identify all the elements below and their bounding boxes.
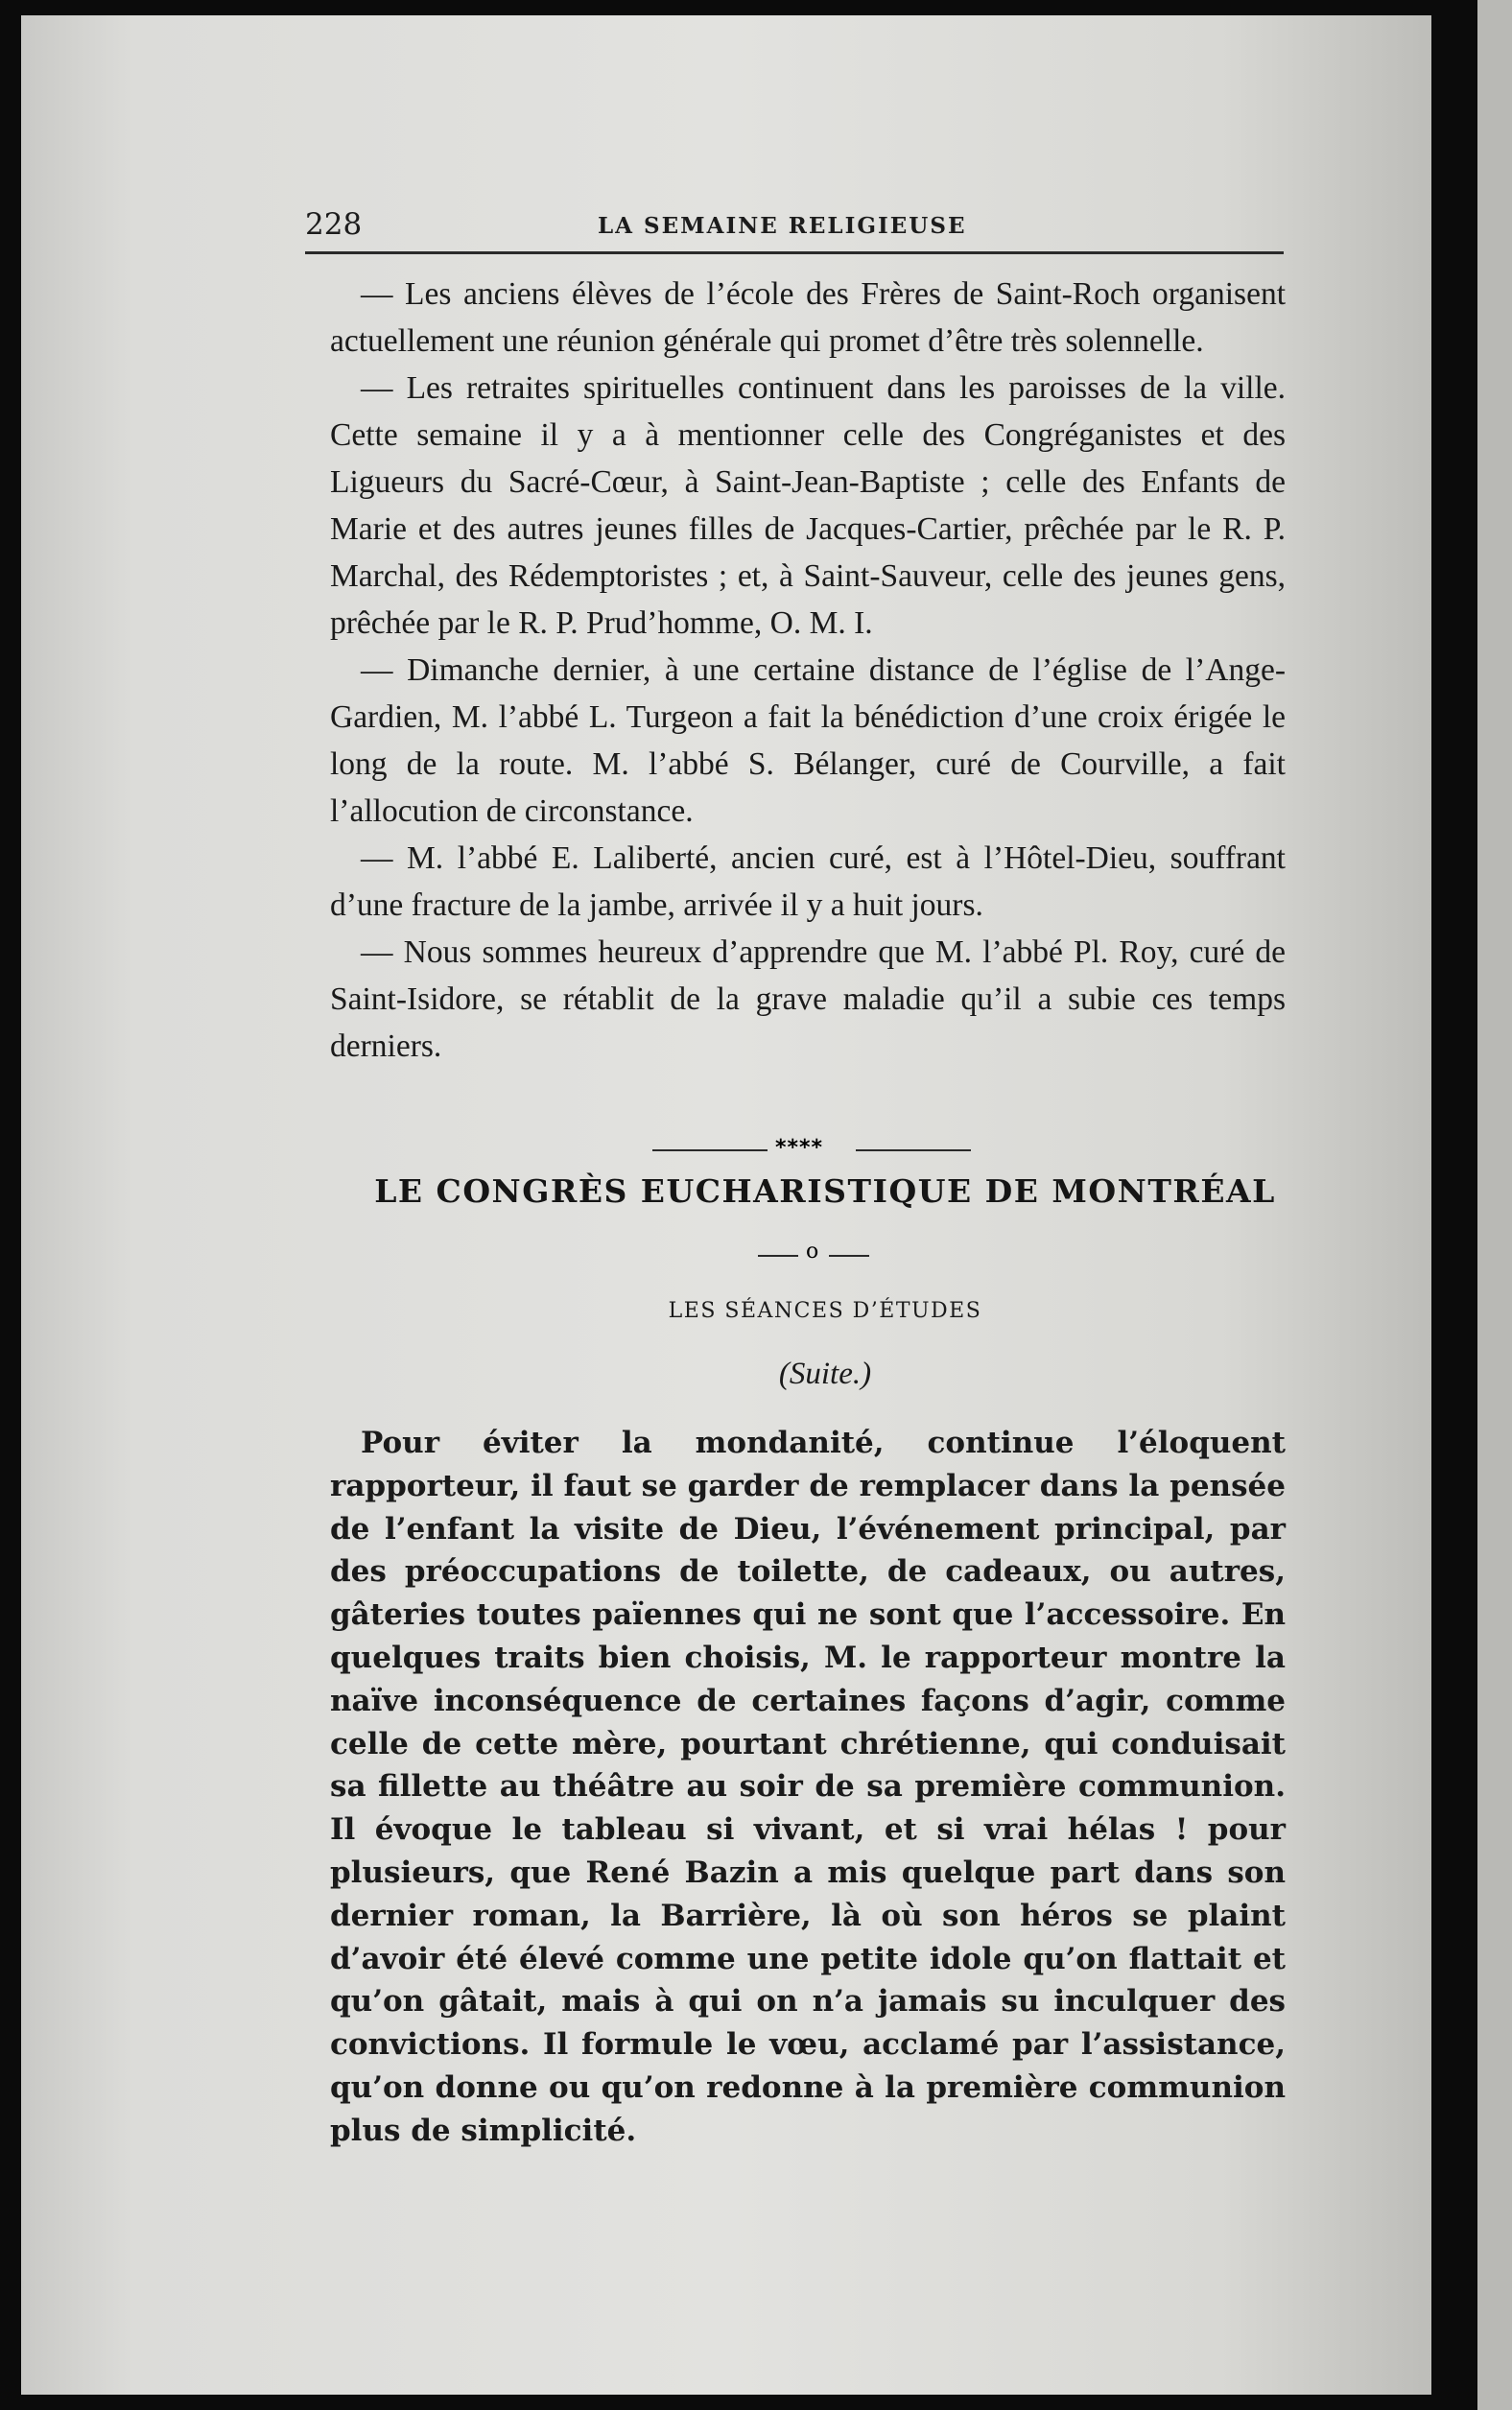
adjacent-page-edge xyxy=(1477,0,1512,2410)
continued-label: (Suite.) xyxy=(778,1357,872,1391)
ornament-line-right xyxy=(829,1255,869,1257)
ornament-circle: o xyxy=(806,1240,819,1264)
separator-line-left xyxy=(652,1149,768,1151)
note-paragraph: — Les anciens élèves de l’école des Frères de Saint-Roch organisent actuellement une réunion générale qui promet d’être très solennelle. xyxy=(330,276,1286,359)
page-number: 228 xyxy=(305,207,363,242)
title-ornament xyxy=(758,1240,873,1264)
ornament-line-left xyxy=(758,1255,798,1257)
article-title: LE CONGRÈS EUCHARISTIQUE DE MONTRÉAL xyxy=(374,1172,1276,1210)
article-subtitle: LES SÉANCES D’ÉTUDES xyxy=(668,1299,982,1323)
note-paragraph: — Les retraites spirituelles continuent dans les paroisses de la ville. Cette semaine il y a à mentionner celle des Congréganistes et des Ligueurs du Sacré-Cœur, à Saint-Jean-Baptiste ; celle des Enfants de Marie et des autres jeunes filles de Jacques-Cartier, prêchée par le R. P. Marchal, des Rédemptoristes ; et, à Saint-Sauveur, celle des jeunes gens, prêchée par le R. P. Prud’homme, O. M. I. xyxy=(330,370,1286,641)
article-paragraph: Pour éviter la mondanité, continue l’éloquent rapporteur, il faut se garder de remplacer dans la pensée de l’enfant la visite de Dieu, l’événement principal, par des préoccupations de toilette, de cadeaux, ou autres, gâteries toutes païennes qui ne sont que l’accessoire. En quelques traits bien choisis, M. le rapporteur montre la naïve inconséquence de certaines façons d’agir, comme celle de cette mère, pourtant chrétienne, qui conduisait sa fillette au théâtre au soir de sa première communion. Il évoque le tableau si vivant, et si vrai hélas ! pour plusieurs, que René Bazin a mis quelque part dans son dernier roman, la Barrière, là où son héros se plaint d’avoir été élevé comme une petite idole qu’on flattait et qu’on gâtait, mais à qui on n’a jamais su inculquer des convictions. Il formule le vœu, acclamé par l’assistance, qu’on donne ou qu’on redonne à la première communion plus de simplicité. xyxy=(330,1426,1286,2148)
page-header xyxy=(305,200,1284,248)
separator-line-right xyxy=(856,1149,971,1151)
running-title: LA SEMAINE RELIGIEUSE xyxy=(598,213,967,239)
header-rule xyxy=(305,251,1284,254)
news-notes xyxy=(330,271,1286,1070)
note-paragraph: — M. l’abbé E. Laliberté, ancien curé, est à l’Hôtel-Dieu, souffrant d’une fracture de la jambe, arrivée il y a huit jours. xyxy=(330,840,1286,923)
article-body xyxy=(330,1422,1286,2153)
separator-stars: **** xyxy=(775,1136,824,1160)
note-paragraph: — Dimanche dernier, à une certaine distance de l’église de l’Ange-Gardien, M. l’abbé L. Turgeon a fait la bénédiction d’une croix érigée le long de la route. M. l’abbé S. Bélanger, curé de Courville, a fait l’allocution de circonstance. xyxy=(330,652,1286,829)
note-paragraph: — Nous sommes heureux d’apprendre que M. l’abbé Pl. Roy, curé de Saint-Isidore, se rétablit de la grave maladie qu’il a subie ces temps derniers. xyxy=(330,934,1286,1064)
section-separator xyxy=(652,1138,979,1161)
